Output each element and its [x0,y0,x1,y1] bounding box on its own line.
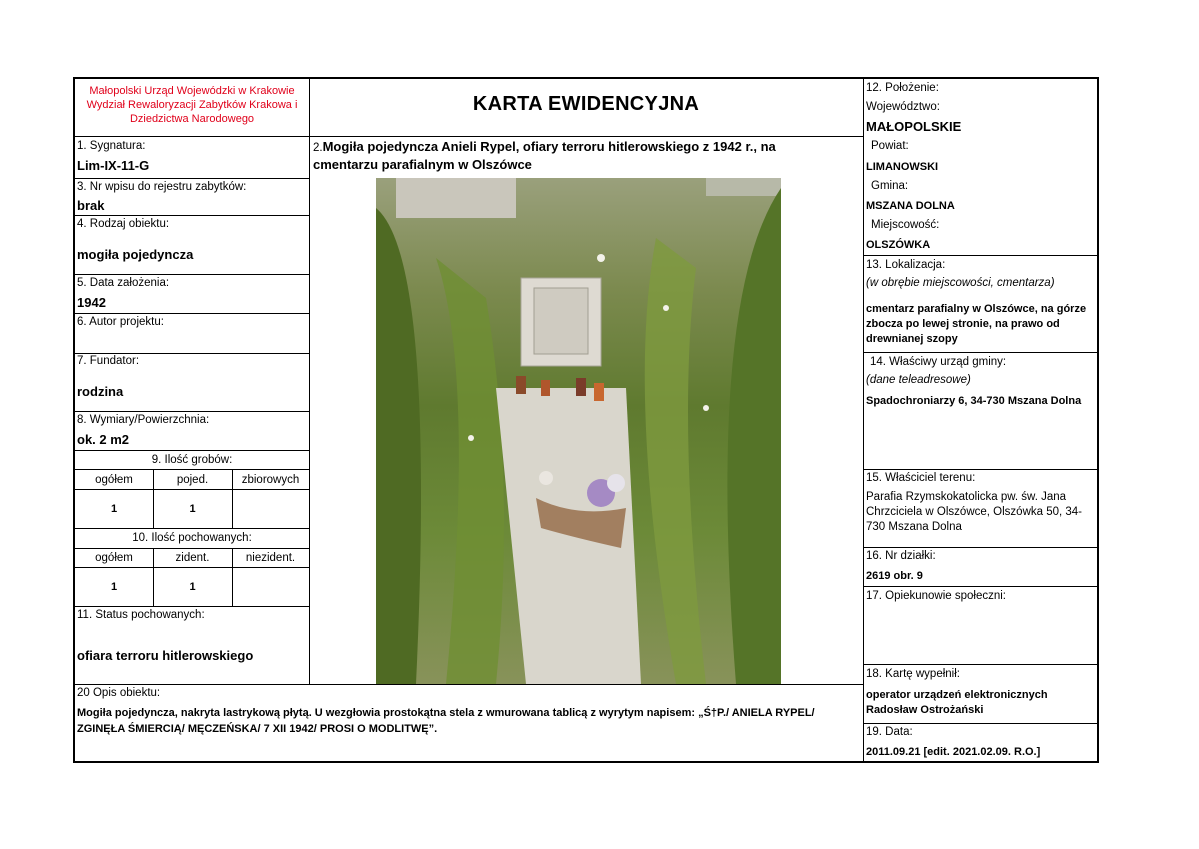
fundator-label: 7. Fundator: [77,355,140,367]
rejestr-value: brak [77,198,105,213]
divider [75,469,310,470]
pochowani-col-ogolem: ogółem [95,552,133,564]
lokalizacja-hint: (w obrębie miejscowości, cmentarza) [866,277,1055,289]
grave-candle [594,383,604,401]
object-heading-text: Mogiła pojedyncza Anieli Rypel, ofiary terroru hitlerowskiego z 1942 r., na [322,139,776,154]
opiekunowie-label: 17. Opiekunowie społeczni: [866,590,1006,602]
object-heading-number: 2. [313,142,323,154]
flower-bouquet [607,474,625,492]
wymiary-value: ok. 2 m2 [77,432,130,447]
groby-val-ogolem: 1 [110,503,118,515]
status-value: ofiara terroru hitlerowskiego [77,648,254,663]
grave-candle [516,376,526,394]
wojewodztwo-label: Województwo: [866,101,940,113]
wildflower [468,435,474,441]
data-zalozenia-label: 5. Data założenia: [77,277,170,289]
divider [309,136,863,137]
opis-label: 20 Opis obiektu: [77,687,161,699]
urzad-gminy-label: 14. Właściwy urząd gminy: [870,356,1007,368]
data-label: 19. Data: [866,726,913,738]
lokalizacja-value-1: cmentarz parafialny w Olszówce, na górze [866,303,1087,315]
wypelnil-value-2: Radosław Ostrożański [866,704,984,716]
polozenie-label: 12. Położenie: [866,82,939,94]
wypelnil-label: 18. Kartę wypełnił: [866,668,960,680]
wildflower [597,254,605,262]
pochowani-val-zident: 1 [189,581,196,593]
sygnatura-value: Lim-IX-11-G [77,158,150,173]
memorial-plaque [534,288,588,354]
groby-label: 9. Ilość grobów: [151,454,233,466]
divider [75,215,310,216]
divider [75,567,310,568]
data-value: 2011.09.21 [edit. 2021.02.09. R.O.] [866,746,1041,758]
divider [75,450,310,451]
divider [863,469,1099,470]
divider [75,411,310,412]
wildflower [703,405,709,411]
autor-label: 6. Autor projektu: [77,316,164,328]
divider [75,684,864,685]
background-tombstone [706,178,781,196]
powiat-value: LIMANOWSKI [866,161,939,173]
object-heading-line2: cmentarzu parafialnym w Olszówce [313,157,532,172]
grave-candle [541,380,550,396]
divider [863,547,1099,548]
wymiary-label: 8. Wymiary/Powierzchnia: [77,414,210,426]
background-tombstone [396,178,516,218]
grass-blades [436,258,504,684]
groby-val-pojed: 1 [189,503,196,515]
object-heading [313,140,776,155]
fundator-value: rodzina [77,384,124,399]
grass-right [727,188,781,684]
wlasciciel-value-1: Parafia Rzymskokatolicka pw. św. Jana [866,491,1067,503]
pochowani-label: 10. Ilość pochowanych: [132,532,252,544]
groby-col-zbiorowych: zbiorowych [241,474,300,486]
lokalizacja-label: 13. Lokalizacja: [866,259,946,271]
divider [75,548,310,549]
urzad-gminy-hint: (dane teleadresowe) [866,374,971,386]
pochowani-col-niezident: niezident. [245,552,296,564]
divider [75,528,310,529]
gmina-value: MSZANA DOLNA [866,200,955,212]
flower-bouquet [539,471,553,485]
divider [75,178,310,179]
wojewodztwo-value: MAŁOPOLSKIE [866,119,962,134]
urzad-gminy-value: Spadochroniarzy 6, 34-730 Mszana Dolna [866,395,1082,407]
dzialka-value: 2619 obr. 9 [866,570,923,582]
opis-line2: ZGINĘŁA ŚMIERCIĄ/ MĘCZEŃSKA/ 7 XII 1942/ PROSI O MODLITWĘ”. [77,723,438,735]
wlasciciel-value-2: Chrzciciela w Olszówce, Olszówka 50, 34- [866,506,1083,518]
divider [863,664,1099,665]
status-label: 11. Status pochowanych: [77,609,205,621]
divider [863,586,1099,587]
miejscowosc-value: OLSZÓWKA [866,239,931,251]
rodzaj-value: mogiła pojedyncza [77,247,194,262]
wypelnil-value-1: operator urządzeń elektronicznych [866,689,1048,701]
data-zalozenia-value: 1942 [77,295,106,310]
miejscowosc-label: Miejscowość: [871,219,940,231]
wlasciciel-label: 15. Właściciel terenu: [866,472,976,484]
grave-photo-illustration [376,178,781,684]
wlasciciel-value-3: 730 Mszana Dolna [866,521,962,533]
groby-col-pojed: pojed. [176,474,209,486]
grave-candle [576,378,586,396]
grave-photo [376,178,781,684]
sygnatura-label: 1. Sygnatura: [77,140,146,152]
divider [863,79,864,763]
opis-line1: Mogiła pojedyncza, nakryta lastrykową płytą. U wezgłowia prostokątna stela z wmurowana tablicą z wyrytym napisem: „Ś†P./ ANIELA RYPEL/ [77,707,815,719]
lokalizacja-value-2: zbocza po lewej stronie, na prawo od [866,318,1060,330]
divider [863,352,1099,353]
divider [75,489,310,490]
wildflower [663,305,669,311]
gmina-label: Gmina: [871,180,909,192]
divider [75,313,310,314]
divider [75,606,310,607]
divider [309,79,310,684]
page-title: KARTA EWIDENCYJNA [472,93,700,115]
powiat-label: Powiat: [871,140,909,152]
divider [75,274,310,275]
pochowani-col-zident: zident. [175,552,210,564]
institution-name: Małopolski Urząd Wojewódzki w Krakowie Wydział Rewaloryzacji Zabytków Krakowa i Dziedzictwa Narodowego [86,85,298,125]
dzialka-label: 16. Nr działki: [866,550,936,562]
lokalizacja-value-3: drewnianej szopy [866,333,958,345]
divider [863,255,1099,256]
groby-col-ogolem: ogółem [95,474,133,486]
rejestr-label: 3. Nr wpisu do rejestru zabytków: [77,181,247,193]
rodzaj-label: 4. Rodzaj obiektu: [77,218,170,230]
divider [75,136,310,137]
grass-left [376,208,421,684]
divider [863,723,1099,724]
record-card [73,77,1099,763]
pochowani-val-ogolem: 1 [110,581,118,593]
grass-blades [645,238,706,684]
